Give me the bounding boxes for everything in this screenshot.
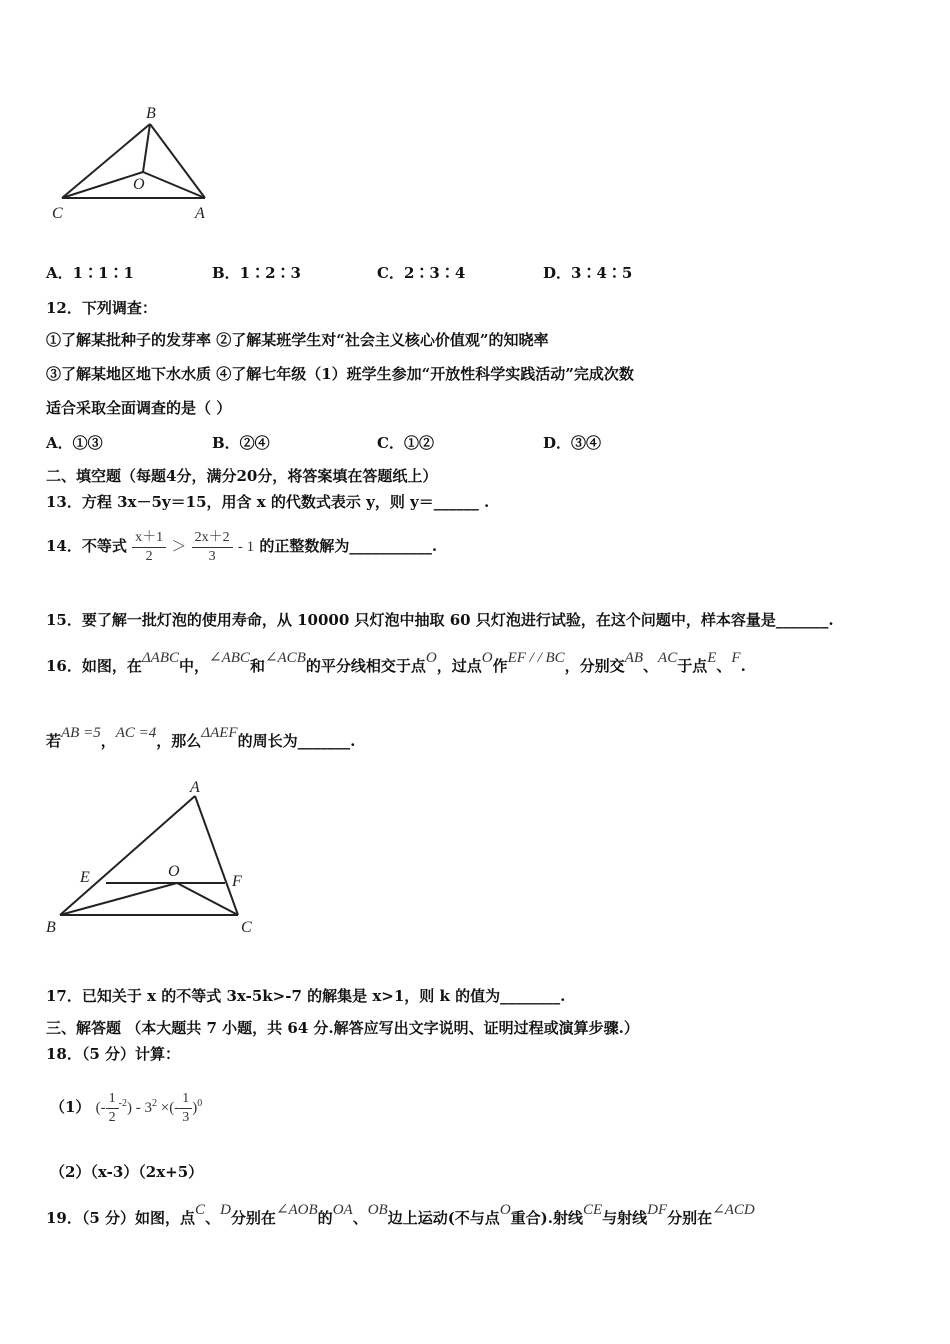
q14 bbox=[46, 526, 437, 567]
q16-text-6: 作 bbox=[492, 657, 508, 675]
q16-l2-text-3: ，那么 bbox=[156, 732, 202, 750]
q16-l2-text-2: ， bbox=[100, 732, 116, 750]
label-a: A bbox=[195, 205, 205, 222]
q18-part1-label: （1） bbox=[50, 1098, 91, 1116]
q16-math-o-2: O bbox=[481, 650, 493, 666]
q16-math-f: F bbox=[731, 650, 741, 666]
q16-math-e: E bbox=[707, 650, 717, 666]
q18-p1-open: (- bbox=[95, 1100, 106, 1116]
q19-math-df: DF bbox=[647, 1202, 668, 1218]
q13: 13．方程 3x－5y＝15，用含 x 的代数式表示 y，则 y＝______ . bbox=[46, 493, 490, 511]
q16-text-5: ，过点 bbox=[436, 657, 482, 675]
q11-option-c: C．2∶3∶4 bbox=[377, 264, 466, 282]
q16-text-11: . bbox=[740, 657, 746, 675]
q19 bbox=[46, 1202, 755, 1229]
q19-math-angle-aob: ∠AOB bbox=[275, 1202, 318, 1218]
q19-text-6: 边上运动(不与点 bbox=[387, 1209, 500, 1227]
q16-math-angle-abc: ∠ABC bbox=[209, 650, 250, 666]
section3-heading: 三、解答题 （本大题共 7 小题，共 64 分.解答应写出文字说明、证明过程或演算步骤.） bbox=[46, 1019, 639, 1037]
label-b: B bbox=[46, 919, 56, 936]
label-o: O bbox=[168, 863, 180, 880]
q16-text-10: 、 bbox=[716, 657, 732, 675]
q18-p1-times: ×(- bbox=[157, 1100, 180, 1116]
q11-option-d: D．3∶4∶5 bbox=[543, 264, 633, 282]
q14-fraction-1 bbox=[132, 529, 166, 566]
q19-math-o: O bbox=[499, 1202, 511, 1218]
q16-math-ab: AB bbox=[624, 650, 644, 666]
q18-f1-den: 2 bbox=[108, 1109, 116, 1125]
segment-ac bbox=[195, 796, 238, 915]
q11-option-b: B．1∶2∶3 bbox=[212, 264, 301, 282]
q19-text-5: 、 bbox=[352, 1209, 368, 1227]
q16-math-triangle-abc: ΔABC bbox=[141, 650, 180, 666]
q16-math-ac-eq-4: AC =4 bbox=[115, 725, 157, 741]
q18-stem: 18．（5 分）计算： bbox=[46, 1045, 181, 1063]
label-c: C bbox=[241, 919, 252, 936]
q19-math-oa: OA bbox=[332, 1202, 353, 1218]
q19-text-9: 分别在 bbox=[667, 1209, 713, 1227]
q16-text-4: 的平分线相交于点 bbox=[305, 657, 426, 675]
q14-fraction-2 bbox=[192, 529, 233, 566]
q14-f1-num: x＋1 bbox=[132, 529, 166, 548]
q14-minus-one: - 1 bbox=[237, 539, 255, 555]
q18-part1 bbox=[50, 1084, 202, 1128]
q18-exp-2: 2 bbox=[152, 1098, 158, 1109]
q16-text-9: 于点 bbox=[677, 657, 708, 675]
figure-triangle-cao bbox=[40, 100, 240, 230]
q16-text-2: 中， bbox=[179, 657, 210, 675]
q11-option-a: A．1∶1∶1 bbox=[46, 264, 134, 282]
q18-fraction-third bbox=[179, 1090, 192, 1127]
q19-math-c: C bbox=[195, 1202, 206, 1218]
q19-math-d: D bbox=[220, 1202, 231, 1218]
q16-line1 bbox=[46, 650, 746, 677]
label-o: O bbox=[133, 176, 145, 193]
section2-heading: 二、填空题（每题4分，满分20分，将答案填在答题纸上） bbox=[46, 467, 438, 485]
q14-f1-den: 2 bbox=[145, 548, 153, 564]
q14-post: 的正整数解为___________. bbox=[259, 537, 438, 555]
q16-text-3: 和 bbox=[249, 657, 265, 675]
q16-math-triangle-aef: ΔAEF bbox=[201, 725, 238, 741]
segment-co bbox=[62, 172, 143, 198]
q16-math-angle-acb: ∠ACB bbox=[264, 650, 306, 666]
q16-text-7: ，分别交 bbox=[564, 657, 625, 675]
q16-line2 bbox=[46, 725, 356, 752]
q16-math-o-1: O bbox=[425, 650, 437, 666]
q16-l2-text-4: 的周长为_______. bbox=[237, 732, 356, 750]
q12-option-c: C．①② bbox=[377, 434, 434, 452]
q14-gt: ＞ bbox=[171, 539, 187, 555]
q12-stem: 12．下列调查： bbox=[46, 299, 157, 317]
q19-text-3: 分别在 bbox=[230, 1209, 276, 1227]
q12-option-a: A．①③ bbox=[46, 434, 103, 452]
q16-text-1: 16．如图，在 bbox=[46, 657, 142, 675]
q15: 15．要了解一批灯泡的使用寿命，从 10000 只灯泡中抽取 60 只灯泡进行试验，在这个问题中，样本容量是_______. bbox=[46, 611, 834, 629]
segment-bo bbox=[143, 124, 150, 172]
q12-item2: ③了解某地区地下水水质 ④了解七年级（1）班学生参加“开放性科学实践活动”完成次数 bbox=[46, 365, 634, 383]
q18-exp-neg2: -2 bbox=[118, 1098, 128, 1109]
q16-text-8: 、 bbox=[643, 657, 659, 675]
label-b: B bbox=[146, 105, 156, 122]
q16-math-ab-eq-5: AB =5 bbox=[61, 725, 101, 741]
label-a: A bbox=[190, 779, 200, 796]
label-c: C bbox=[52, 205, 63, 222]
figure-triangle-abc-ef bbox=[40, 770, 280, 945]
label-e: E bbox=[80, 869, 90, 886]
q19-math-angle-acd: ∠ACD bbox=[712, 1202, 755, 1218]
q12-option-d: D．③④ bbox=[543, 434, 602, 452]
q18-part2: （2）（x-3）（2x+5） bbox=[50, 1163, 204, 1181]
q12-option-b: B．②④ bbox=[212, 434, 270, 452]
q19-text-2: 、 bbox=[205, 1209, 221, 1227]
q12-ask: 适合采取全面调查的是（ ） bbox=[46, 399, 232, 417]
q19-text-4: 的 bbox=[317, 1209, 333, 1227]
q14-f2-num: 2x＋2 bbox=[192, 529, 233, 548]
q16-l2-text-1: 若 bbox=[46, 732, 62, 750]
q14-f2-den: 3 bbox=[208, 548, 216, 564]
q12-item1: ①了解某批种子的发芽率 ②了解某班学生对“社会主义核心价值观”的知晓率 bbox=[46, 331, 549, 349]
q19-text-7: 重合).射线 bbox=[510, 1209, 583, 1227]
q18-f2-den: 3 bbox=[182, 1109, 190, 1125]
q19-math-ob: OB bbox=[367, 1202, 388, 1218]
q18-p1-mid: ) - 3 bbox=[127, 1100, 153, 1116]
label-f: F bbox=[232, 873, 242, 890]
q16-math-ac: AC bbox=[658, 650, 678, 666]
q18-f2-num: 1 bbox=[179, 1090, 192, 1109]
q18-fraction-half bbox=[106, 1090, 119, 1127]
q14-pre: 14．不等式 bbox=[46, 537, 127, 555]
q19-text-1: 19．（5 分）如图，点 bbox=[46, 1209, 196, 1227]
q17: 17．已知关于 x 的不等式 3x-5k>-7 的解集是 x>1，则 k 的值为________. bbox=[46, 987, 566, 1005]
q19-text-8: 与射线 bbox=[602, 1209, 648, 1227]
q19-math-ce: CE bbox=[582, 1202, 603, 1218]
q16-math-ef-parallel-bc: EF / / BC bbox=[507, 650, 565, 666]
q18-f1-num: 1 bbox=[106, 1090, 119, 1109]
q18-exp-0: 0 bbox=[197, 1098, 203, 1109]
q18-p1-close: ) bbox=[192, 1100, 198, 1116]
